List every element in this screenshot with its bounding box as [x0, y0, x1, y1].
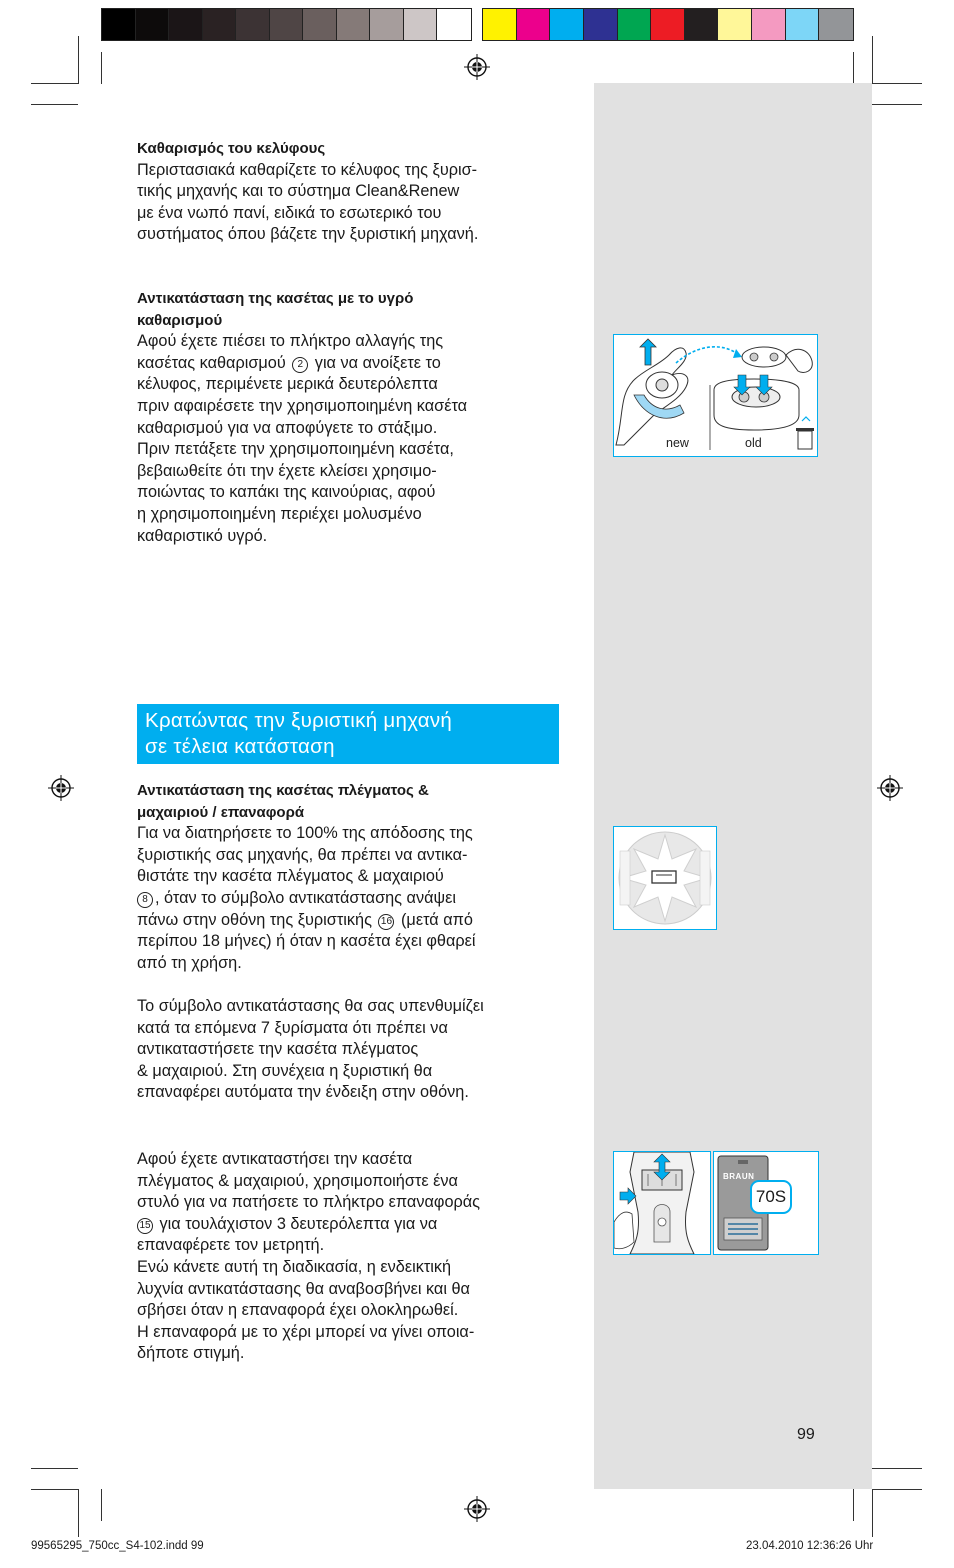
- crop-mark: [78, 1489, 79, 1537]
- text-fragment: κασέτας καθαρισμού: [137, 353, 286, 372]
- text-line: επαναφέρετε τον μετρητή.: [137, 1236, 325, 1255]
- section-heading: [137, 704, 559, 764]
- text-line: στυλό για να πατήσετε το πλήκτρο επαναφοράς: [137, 1193, 481, 1212]
- text-line: [137, 353, 567, 375]
- text-fragment: για τουλάχιστον 3 δευτερόλεπτα για να: [155, 1214, 438, 1233]
- text-line: σβήσει όταν η επαναφορά έχει ολοκληρωθεί.: [137, 1301, 459, 1320]
- cartridge-illustration-icon: [614, 335, 817, 456]
- text-line: τικής μηχανής και το σύστημα Clean&Renew: [137, 182, 460, 201]
- text-line: με ένα νωπό πανί, ειδικά το εσωτερικό του: [137, 203, 442, 222]
- registration-mark-icon: [877, 775, 903, 801]
- crop-mark: [101, 52, 102, 84]
- crop-mark: [31, 83, 78, 84]
- color-swatch: [303, 9, 337, 40]
- color-swatch: [752, 9, 786, 40]
- crop-mark: [872, 1468, 922, 1469]
- crop-mark: [872, 104, 922, 105]
- section-foil-replacement: [137, 780, 567, 1104]
- text-line: [137, 1214, 567, 1236]
- color-swatch: [483, 9, 517, 40]
- gray-color-bar: [101, 8, 472, 41]
- label-old: old: [745, 436, 762, 450]
- circled-number-15-icon: 15: [137, 1218, 153, 1234]
- circled-number-16-icon: 16: [378, 914, 394, 930]
- crop-mark: [853, 1489, 854, 1521]
- color-swatch: [718, 9, 752, 40]
- pack-label-badge: [750, 1180, 792, 1214]
- color-swatch: [786, 9, 820, 40]
- text-line: θιστάτε την κασέτα πλέγματος & μαχαιριού: [137, 867, 444, 886]
- text-line: Η επαναφορά με το χέρι μπορεί να γίνει οποια-: [137, 1322, 475, 1341]
- section-title: καθαρισμού: [137, 311, 223, 329]
- text-line: από τη χρήση.: [137, 953, 242, 972]
- text-line: [137, 910, 567, 932]
- text-fragment: (μετά από: [401, 910, 473, 929]
- color-swatch: [270, 9, 304, 40]
- text-line: Περιστασιακά καθαρίζετε το κέλυφος της ξυρισ-: [137, 160, 478, 179]
- heading-line: Κρατώντας την ξυριστική μηχανή: [145, 709, 453, 732]
- color-swatch: [517, 9, 551, 40]
- color-swatch: [102, 9, 136, 40]
- text-line: Το σύμβολο αντικατάστασης θα σας υπενθυμίζει: [137, 996, 484, 1015]
- section-housing-cleaning: [137, 138, 567, 246]
- crop-mark: [31, 1489, 78, 1490]
- text-fragment: πάνω στην οθόνη της ξυριστικής: [137, 910, 372, 929]
- blank-line: [137, 974, 567, 996]
- text-line: λυχνία αντικατάστασης θα αναβοσβήνει και θα: [137, 1279, 470, 1298]
- color-swatch: [236, 9, 270, 40]
- text-line: [137, 888, 567, 910]
- sidebar-panel: [594, 83, 872, 1489]
- replacement-symbol-figure: [613, 826, 717, 930]
- text-line: περίπου 18 μήνες) ή όταν η κασέτα έχει φθαρεί: [137, 932, 476, 951]
- crop-mark: [31, 1468, 78, 1469]
- heading-line: σε τέλεια κατάσταση: [145, 735, 335, 758]
- color-swatch: [685, 9, 719, 40]
- shaver-head-icon: [614, 1152, 710, 1254]
- text-line: Ενώ κάνετε αυτή τη διαδικασία, η ενδεικτική: [137, 1257, 452, 1276]
- color-swatch: [404, 9, 438, 40]
- text-fragment: για να ανοίξετε το: [314, 353, 441, 372]
- color-swatch: [370, 9, 404, 40]
- text-line: η χρησιμοποιημένη περιέχει μολυσμένο: [137, 504, 422, 523]
- circled-number-8-icon: 8: [137, 892, 153, 908]
- text-line: ποιώντας το καπάκι της καινούριας, αφού: [137, 483, 436, 502]
- crop-mark: [872, 83, 922, 84]
- display-replacement-icon: [614, 827, 716, 929]
- crop-mark: [101, 1489, 102, 1521]
- cassette-pack-figure: [713, 1151, 819, 1255]
- text-line: κέλυφος, περιμένετε μερικά δευτερόλεπτα: [137, 375, 438, 394]
- footer-filename: 99565295_750cc_S4-102.indd 99: [31, 1540, 204, 1552]
- text-line: & μαχαιριού. Στη συνέχεια η ξυριστική θα: [137, 1061, 433, 1080]
- color-swatch: [584, 9, 618, 40]
- label-new: new: [666, 436, 689, 450]
- section-title: Καθαρισμός του κελύφους: [137, 140, 326, 157]
- text-line: Για να διατηρήσετε το 100% της απόδοσης της: [137, 824, 473, 843]
- circled-number-2-icon: 2: [292, 357, 308, 373]
- text-fragment: , όταν το σύμβολο αντικατάστασης ανάψει: [155, 888, 456, 907]
- text-line: αντικαταστήσετε την κασέτα πλέγματος: [137, 1040, 419, 1059]
- section-cartridge-replacement: [137, 288, 567, 547]
- cartridge-replacement-figure: [613, 334, 818, 457]
- text-line: βεβαιωθείτε ότι την έχετε κλείσει χρησιμο-: [137, 461, 437, 480]
- color-swatch: [437, 9, 471, 40]
- crop-mark: [78, 36, 79, 84]
- text-line: κατά τα επόμενα 7 ξυρίσματα ότι πρέπει να: [137, 1018, 448, 1037]
- text-line: Αφού έχετε αντικαταστήσει την κασέτα: [137, 1150, 413, 1168]
- crop-mark: [853, 52, 854, 84]
- text-line: Πριν πετάξετε την χρησιμοποιημένη κασέτα,: [137, 440, 454, 459]
- text-line: ξυριστικής σας μηχανής, θα πρέπει να αντικα-: [137, 845, 468, 864]
- text-line: Αφού έχετε πιέσει το πλήκτρο αλλαγής της: [137, 332, 444, 351]
- crop-mark: [872, 1489, 922, 1490]
- section-title: Αντικατάσταση της κασέτας με το υγρό: [137, 290, 414, 307]
- text-line: καθαριστικό υγρό.: [137, 526, 268, 545]
- color-swatch: [651, 9, 685, 40]
- section-title: μαχαιριού / επαναφορά: [137, 803, 305, 821]
- text-line: συστήματος όπου βάζετε την ξυριστική μηχανή.: [137, 225, 479, 244]
- color-swatch: [337, 9, 371, 40]
- crop-mark: [31, 104, 78, 105]
- registration-mark-icon: [464, 54, 490, 80]
- page-number: 99: [797, 1426, 815, 1443]
- crop-mark: [872, 36, 873, 84]
- shaver-reset-figure: [613, 1151, 711, 1255]
- crop-mark: [872, 1489, 873, 1537]
- registration-mark-icon: [464, 1496, 490, 1522]
- process-color-bar: [482, 8, 854, 41]
- registration-mark-icon: [48, 775, 74, 801]
- color-swatch: [136, 9, 170, 40]
- pack-label: 70S: [755, 1187, 787, 1206]
- text-line: επαναφέρει αυτόματα την ένδειξη στην οθόνη.: [137, 1083, 469, 1102]
- footer-timestamp: 23.04.2010 12:36:26 Uhr: [746, 1540, 874, 1552]
- section-reset-instructions: [137, 1149, 567, 1365]
- brand-label: BRAUN: [723, 1172, 755, 1181]
- section-title: Αντικατάσταση της κασέτας πλέγματος &: [137, 782, 429, 799]
- color-swatch: [203, 9, 237, 40]
- text-line: δήποτε στιγμή.: [137, 1344, 245, 1363]
- color-swatch: [618, 9, 652, 40]
- color-swatch: [169, 9, 203, 40]
- text-line: πριν αφαιρέσετε την χρησιμοποιημένη κασέτα: [137, 396, 468, 415]
- color-swatch: [550, 9, 584, 40]
- text-line: καθαρισμού για να αποφύγετε το στάξιμο.: [137, 418, 438, 437]
- text-line: πλέγματος & μαχαιριού, χρησιμοποιήστε ένα: [137, 1171, 458, 1190]
- color-swatch: [819, 9, 853, 40]
